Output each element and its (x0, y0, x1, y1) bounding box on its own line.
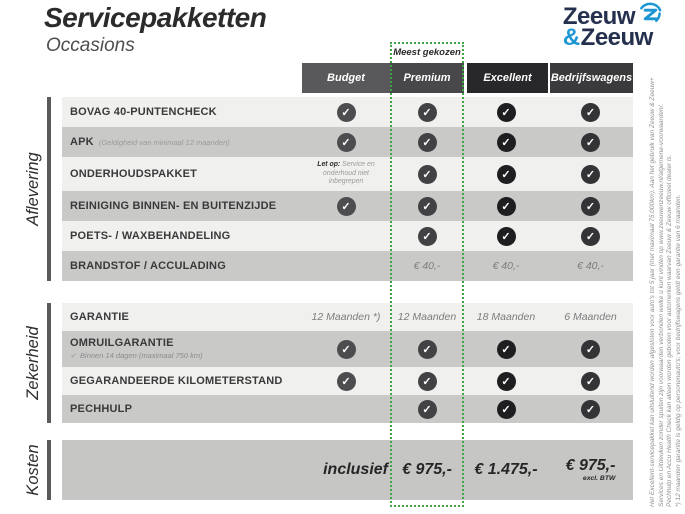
check-icon: ✓ (418, 197, 437, 216)
cell-price (464, 462, 548, 478)
cell-value (548, 260, 633, 272)
cell-included (548, 400, 633, 419)
cell-included (548, 372, 633, 391)
logo-word-2: Zeeuw (580, 24, 653, 51)
cell-value (390, 311, 464, 323)
check-icon: ✓ (337, 197, 356, 216)
row-label: BOVAG 40-PUNTENCHECK (70, 105, 217, 118)
section-bar-zekerheid (47, 303, 51, 423)
check-icon: ✓ (418, 165, 437, 184)
zeeuw-logo (562, 2, 663, 51)
price-text: € 975,- (402, 461, 452, 478)
cell-value-text: € 40,- (492, 260, 520, 272)
check-icon: ✓ (418, 103, 437, 122)
cell-included (302, 103, 390, 122)
column-header-bedrijfswagens: Bedrijfswagens (550, 63, 633, 93)
check-icon: ✓ (337, 133, 356, 152)
row-label: PECHHULP (70, 402, 133, 415)
page-title: Servicepakketten (44, 2, 267, 33)
cell-value (302, 311, 390, 323)
row-bovag-40-puntencheck (62, 97, 633, 127)
note-text: Let op: Service en onderhoud niet inbegrepen (317, 160, 375, 186)
price-text: € 975,- excl. BTW (565, 456, 616, 482)
check-icon: ✓ (581, 133, 600, 152)
column-header-budget: Budget (302, 63, 390, 93)
cell-included (390, 197, 464, 216)
cell-included (548, 103, 633, 122)
column-header-premium: Premium (390, 63, 464, 93)
price-subtext: excl. BTW (582, 474, 616, 482)
cell-included (464, 103, 548, 122)
logo-ampersand: & (562, 24, 580, 51)
cell-value-text: 12 Maanden *) (311, 311, 381, 323)
check-icon: ✓ (418, 372, 437, 391)
check-icon: ✓ (497, 372, 516, 391)
cell-included (464, 227, 548, 246)
row-apk (62, 127, 633, 157)
section-label-aflevering: Aflevering (24, 152, 42, 226)
cell-included (390, 133, 464, 152)
cell-inclusief (302, 462, 390, 478)
row-garantie (62, 303, 633, 331)
row-brandstof-acculading (62, 251, 633, 281)
check-icon: ✓ (337, 372, 356, 391)
check-icon: ✓ (581, 372, 600, 391)
page-subtitle: Occasions (46, 35, 135, 56)
section-rows-aflevering (62, 97, 633, 281)
cell-included (548, 165, 633, 184)
price-text: inclusief (323, 461, 388, 478)
footnote-line: Services en Uitdeuken zonder spuiten zijn voorwaarden verbonden welke u kunt vinden op www.zeeuwenzeeuw.nl/algemene-voorwaarden/. (657, 103, 665, 507)
most-chosen-label: Meest gekozen (393, 47, 461, 58)
row-label: APK (Geldigheid van minimaal 12 maanden) (70, 135, 230, 148)
row-label: ONDERHOUDSPAKKET (70, 167, 198, 180)
cell-included (390, 103, 464, 122)
footnote-line: Pechhulp en Accu Health Check kan alleen worden geboden voor automerken waarvan Zeeuw & Zeeuw officieel dealer is. (666, 154, 674, 507)
row-label: GEGARANDEERDE KILOMETERSTAND (70, 374, 283, 387)
cell-included (464, 340, 548, 359)
check-icon: ✓ (581, 340, 600, 359)
cell-included (464, 133, 548, 152)
price-text: € 1.475,- (474, 461, 538, 478)
logo-word-1: Zeeuw (562, 2, 635, 30)
check-icon: ✓ (418, 227, 437, 246)
cell-included (390, 165, 464, 184)
cell-included (548, 227, 633, 246)
row-poets-waxbehandeling (62, 221, 633, 251)
row-label: OMRUILGARANTIE ✓ Binnen 14 dagen (maximaal 750 km) (62, 337, 302, 360)
section-bar-aflevering (47, 97, 51, 281)
cell-included (464, 372, 548, 391)
check-icon: ✓ (581, 400, 600, 419)
check-icon: ✓ (497, 340, 516, 359)
check-icon: ✓ (337, 340, 356, 359)
check-icon: ✓ (497, 165, 516, 184)
check-icon: ✓ (497, 197, 516, 216)
section-label-kosten: Kosten (24, 444, 42, 496)
cell-included (548, 197, 633, 216)
row-label: POETS- / WAXBEHANDELING (70, 229, 231, 242)
cell-note (302, 161, 390, 188)
row-onderhoudspakket (62, 157, 633, 191)
cell-included (390, 340, 464, 359)
check-icon: ✓ (581, 103, 600, 122)
cell-included (464, 197, 548, 216)
cell-included (548, 133, 633, 152)
row-reiniging-binnen-en-buitenzijde (62, 191, 633, 221)
check-icon: ✓ (581, 197, 600, 216)
column-header-excellent: Excellent (467, 63, 548, 93)
cell-value-text: 12 Maanden (397, 311, 457, 323)
cell-included (302, 133, 390, 152)
section-label-zekerheid: Zekerheid (24, 326, 42, 400)
cell-included (302, 372, 390, 391)
cell-included (302, 340, 390, 359)
check-icon: ✓ (497, 400, 516, 419)
row-omruilgarantie (62, 331, 633, 367)
row-gegarandeerde-kilometerstand (62, 367, 633, 395)
footnote-line: *) 12 maanden garantie is geldig op personenauto's; voor bedrijfswagens geldt een garantie van 6 maanden. (674, 194, 682, 507)
check-icon: ✓ (581, 165, 600, 184)
cell-included (548, 340, 633, 359)
row-label: GARANTIE (70, 310, 130, 323)
check-icon: ✓ (497, 227, 516, 246)
row-sublabel: (Geldigheid van minimaal 12 maanden) (98, 137, 230, 147)
cell-value (464, 260, 548, 272)
cell-included (390, 400, 464, 419)
cell-value-text: € 40,- (577, 260, 604, 272)
title-block (44, 2, 266, 57)
column-headers (62, 63, 633, 93)
section-bar-kosten (47, 440, 51, 500)
check-icon: ✓ (581, 227, 600, 246)
cell-price (390, 462, 464, 478)
row-pechhulp (62, 395, 633, 423)
cell-value (464, 311, 548, 323)
row-label: BRANDSTOF / ACCULADING (70, 259, 226, 272)
cell-included (390, 372, 464, 391)
logo-line-2 (562, 24, 663, 51)
section-rows-zekerheid (62, 303, 633, 423)
cell-value-text: 18 Maanden (476, 311, 536, 323)
check-icon: ✓ (418, 133, 437, 152)
cell-included (390, 227, 464, 246)
check-icon: ✓ (497, 103, 516, 122)
check-icon: ✓ (497, 133, 516, 152)
check-icon: ✓ (418, 400, 437, 419)
cell-value-text: 6 Maanden (564, 311, 617, 323)
kosten-total-row (62, 440, 633, 500)
footnotes (649, 60, 683, 507)
row-label: REINIGING BINNEN- EN BUITENZIJDE (70, 199, 277, 212)
footnote-line: Het Excellent-servicepakket kan uitsluitend worden afgesloten voor auto's tot 5 jaar (met maximaal 75.000km). Aan het gebruik van Zeeuw & Zeeuw+ (649, 77, 656, 507)
check-icon: ✓ (337, 103, 356, 122)
cell-value-text: € 40,- (413, 260, 441, 272)
cell-included (302, 197, 390, 216)
cell-price (548, 458, 633, 483)
cell-value (548, 311, 633, 323)
check-icon: ✓ (418, 340, 437, 359)
cell-value (390, 260, 464, 272)
row-sublabel: ✓ Binnen 14 dagen (maximaal 750 km) (70, 351, 203, 360)
cell-included (464, 165, 548, 184)
cell-included (464, 400, 548, 419)
